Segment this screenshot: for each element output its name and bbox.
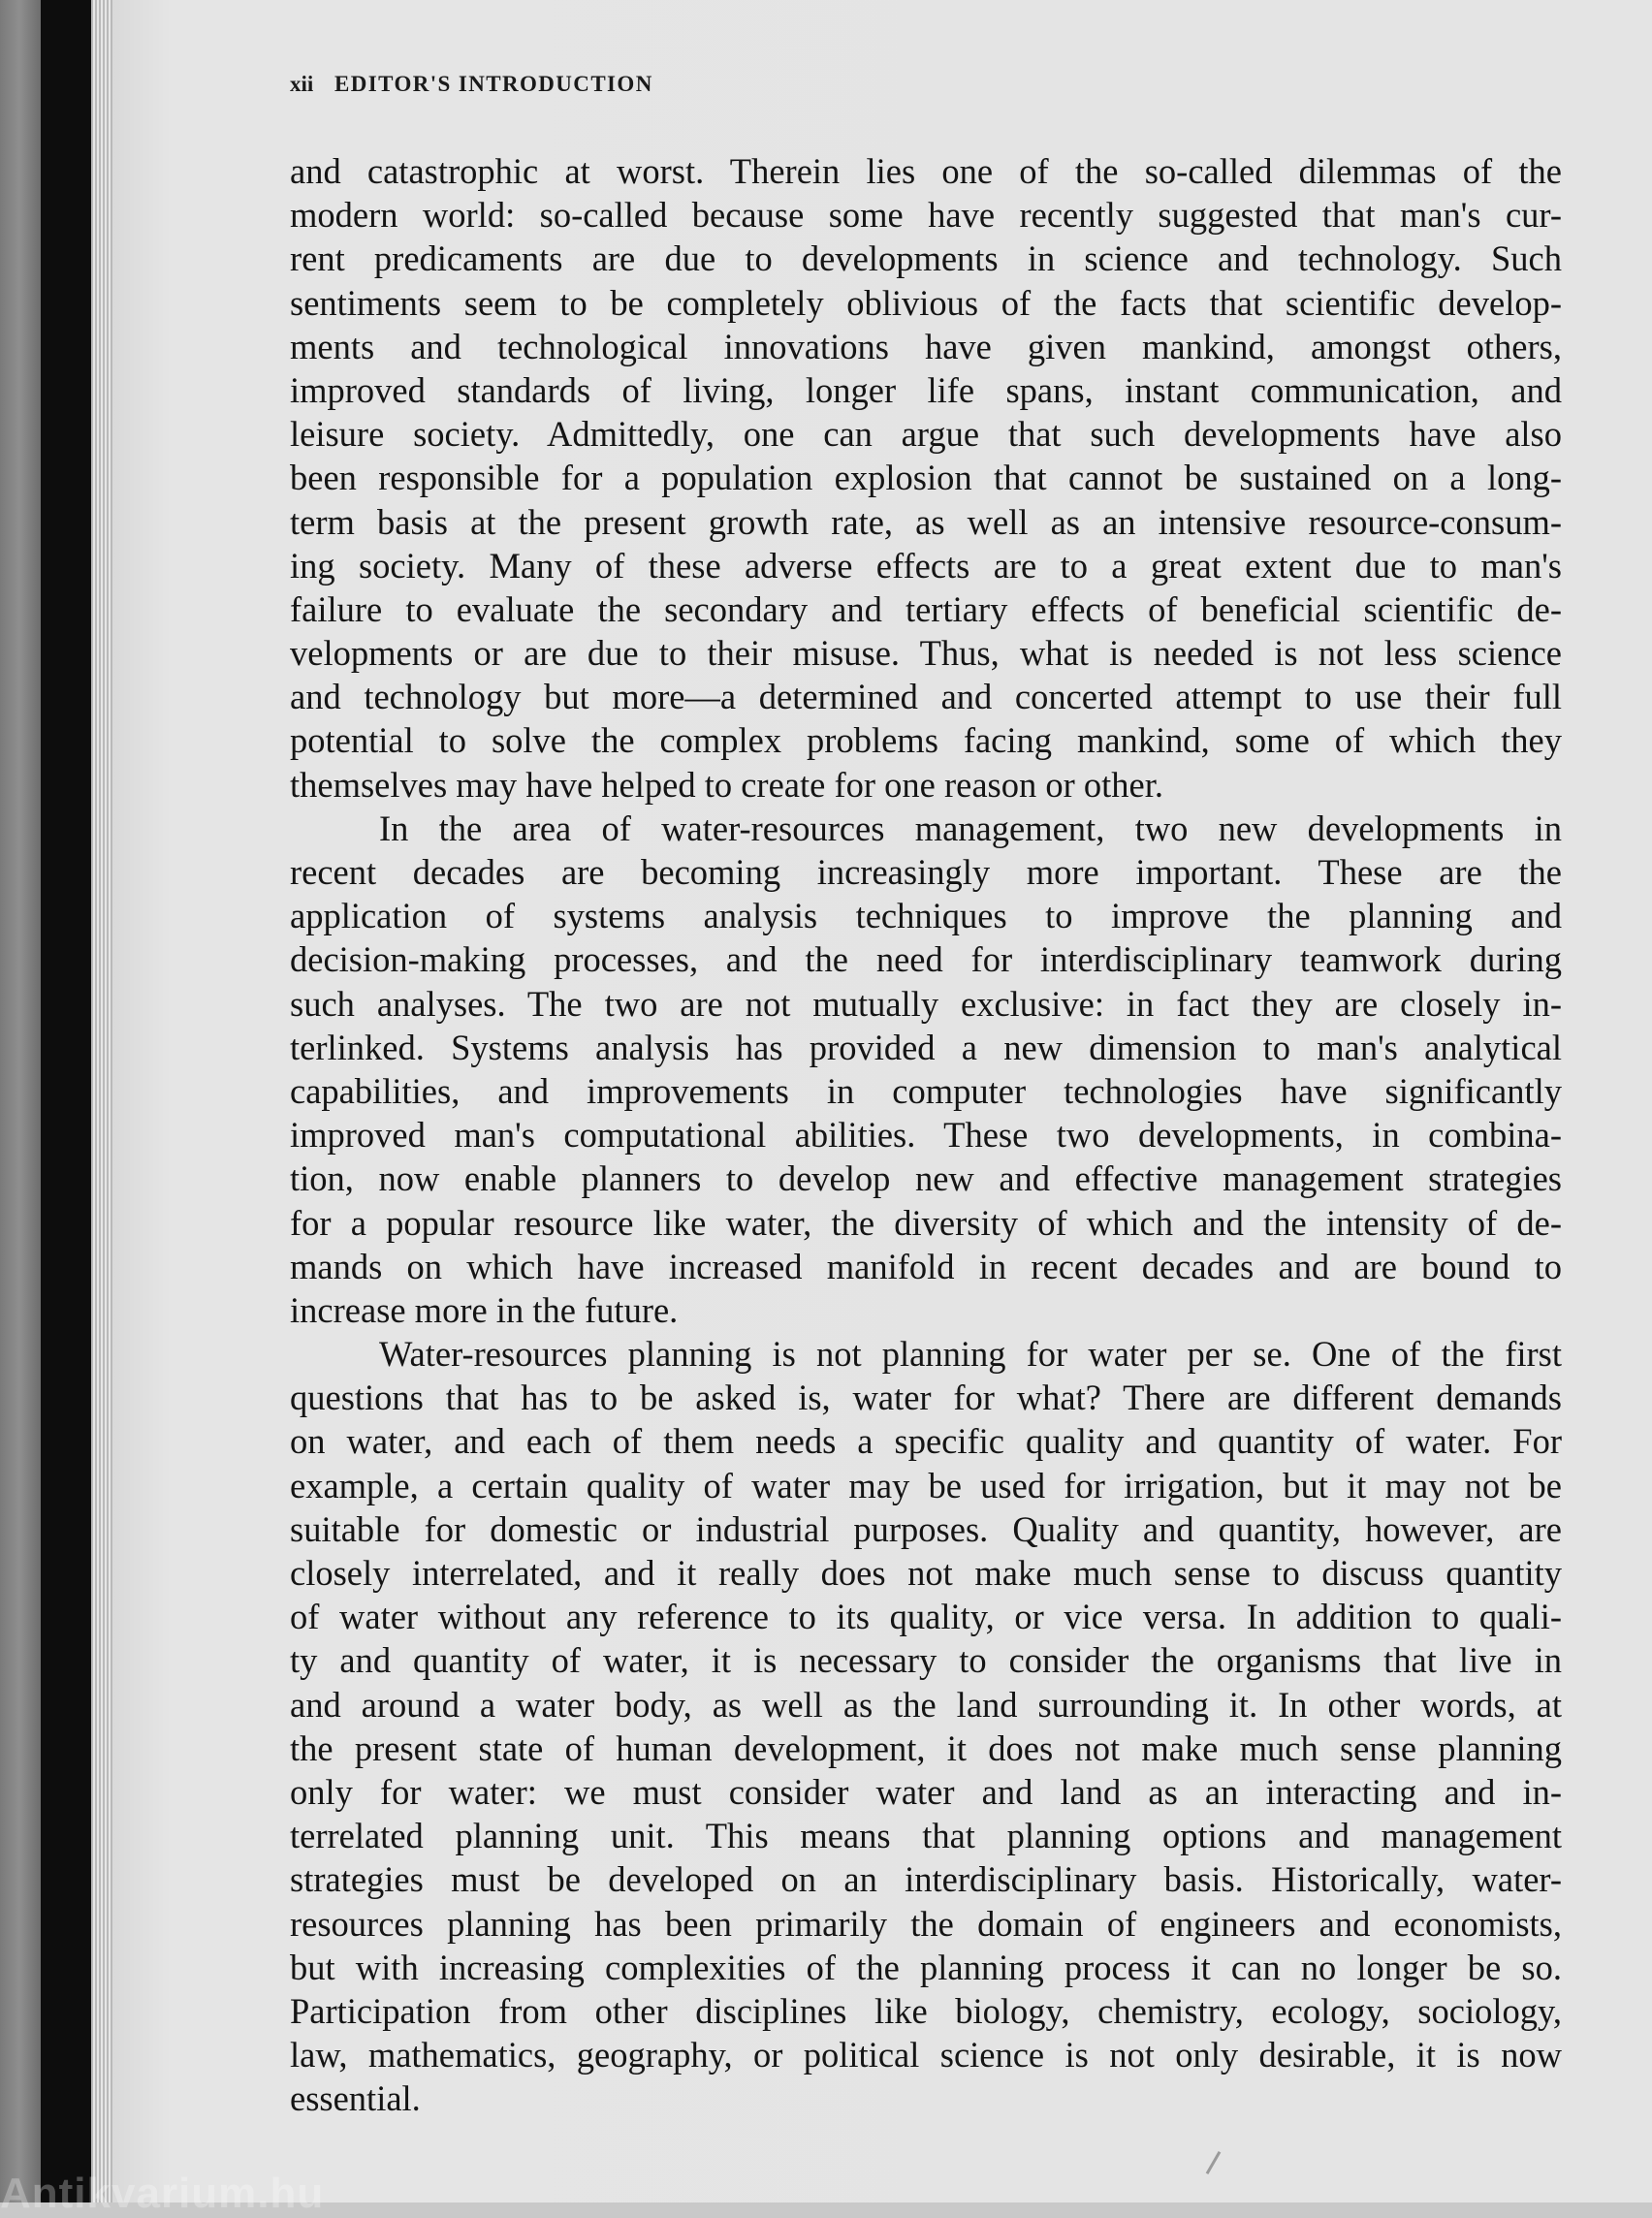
binding-shadow: [0, 0, 41, 2202]
paragraph: [290, 149, 1562, 807]
text-line: capabilities, and improvements in computer technologies have significantly: [290, 1070, 1562, 1111]
text-line: velopments or are due to their misuse. Thus, what is needed is not less science: [290, 633, 1562, 674]
text-line: Water-resources planning is not planning for water per se. One of the first: [379, 1334, 1562, 1375]
text-line: increase more in the future.: [290, 1289, 679, 1330]
book-spine: [41, 0, 91, 2202]
text-line: of water without any reference to its quality, or vice versa. In addition to quali-: [290, 1597, 1562, 1637]
body-text: [290, 149, 1562, 2120]
text-line: only for water: we must consider water and land as an interacting and in-: [290, 1771, 1562, 1812]
text-line: such analyses. The two are not mutually exclusive: in fact they are closely in-: [290, 983, 1562, 1024]
text-line: sentiments seem to be completely oblivious of the facts that scientific develop-: [290, 282, 1562, 323]
section-title: EDITOR'S INTRODUCTION: [334, 72, 653, 96]
text-line: for a popular resource like water, the diversity of which and the intensity of de-: [290, 1202, 1562, 1243]
text-line: terlinked. Systems analysis has provided a new dimension to man's analytical: [290, 1027, 1562, 1067]
text-line: application of systems analysis techniques to improve the planning and: [290, 896, 1562, 936]
text-line: failure to evaluate the secondary and tertiary effects of beneficial scientific de-: [290, 588, 1562, 629]
text-line: rent predicaments are due to developments in science and technology. Such: [290, 238, 1562, 279]
text-line: recent decades are becoming increasingly more important. These are the: [290, 852, 1562, 892]
text-line: tion, now enable planners to develop new and effective management strategies: [290, 1158, 1562, 1199]
paragraphs-container: [290, 149, 1562, 2120]
text-line: mands on which have increased manifold in recent decades and are bound to: [290, 1246, 1562, 1286]
text-line: closely interrelated, and it really does not make much sense to discuss quantity: [290, 1553, 1562, 1593]
text-line: improved standards of living, longer life spans, instant communication, and: [290, 369, 1562, 410]
text-line: Participation from other disciplines like biology, chemistry, ecology, sociology,: [290, 1990, 1562, 2031]
text-line: leisure society. Admittedly, one can argue that such developments have also: [290, 414, 1562, 455]
text-line: term basis at the present growth rate, as well as an intensive resource-consum-: [290, 501, 1562, 542]
page-edges: [91, 0, 112, 2202]
text-line: example, a certain quality of water may be used for irrigation, but it may not be: [290, 1465, 1562, 1505]
text-line: and around a water body, as well as the land surrounding it. In other words, at: [290, 1684, 1562, 1725]
text-line: strategies must be developed on an interdisciplinary basis. Historically, water-: [290, 1859, 1562, 1900]
text-line: suitable for domestic or industrial purposes. Quality and quantity, however, are: [290, 1508, 1562, 1549]
text-line: the present state of human development, it does not make much sense planning: [290, 1727, 1562, 1768]
text-line: law, mathematics, geography, or political science is not only desirable, it is now: [290, 2035, 1562, 2075]
text-line: on water, and each of them needs a specific quality and quantity of water. For: [290, 1421, 1562, 1462]
text-line: essential.: [290, 2078, 421, 2119]
text-line: and technology but more—a determined and concerted attempt to use their full: [290, 677, 1562, 717]
text-line: decision-making processes, and the need for interdisciplinary teamwork during: [290, 939, 1562, 980]
text-line: questions that has to be asked is, water for what? There are different demands: [290, 1378, 1562, 1418]
text-line: terrelated planning unit. This means that planning options and management: [290, 1816, 1562, 1856]
text-line: resources planning has been primarily the domain of engineers and economists,: [290, 1903, 1562, 1944]
text-line: potential to solve the complex problems facing mankind, some of which they: [290, 720, 1562, 761]
text-line: ing society. Many of these adverse effects are to a great extent due to man's: [290, 545, 1562, 586]
running-head: [290, 72, 653, 97]
text-line: ments and technological innovations have given mankind, amongst others,: [290, 326, 1562, 366]
text-line: and catastrophic at worst. Therein lies one of the so-called dilemmas of the: [290, 151, 1562, 191]
text-line: been responsible for a population explosion that cannot be sustained on a long-: [290, 458, 1562, 498]
paragraph: [290, 807, 1562, 1332]
text-line: ty and quantity of water, it is necessary to consider the organisms that live in: [290, 1640, 1562, 1681]
watermark: Antikvarium.hu: [0, 2170, 325, 2217]
text-line: but with increasing complexities of the planning process it can no longer be so.: [290, 1947, 1562, 1987]
page-number: xii: [290, 72, 314, 96]
paragraph: [290, 1332, 1562, 2120]
text-line: In the area of water-resources management, two new developments in: [379, 808, 1562, 848]
text-line: themselves may have helped to create for one reason or other.: [290, 764, 1163, 805]
text-line: improved man's computational abilities. These two developments, in combina-: [290, 1115, 1562, 1156]
text-line: modern world: so-called because some have recently suggested that man's cur-: [290, 195, 1562, 236]
